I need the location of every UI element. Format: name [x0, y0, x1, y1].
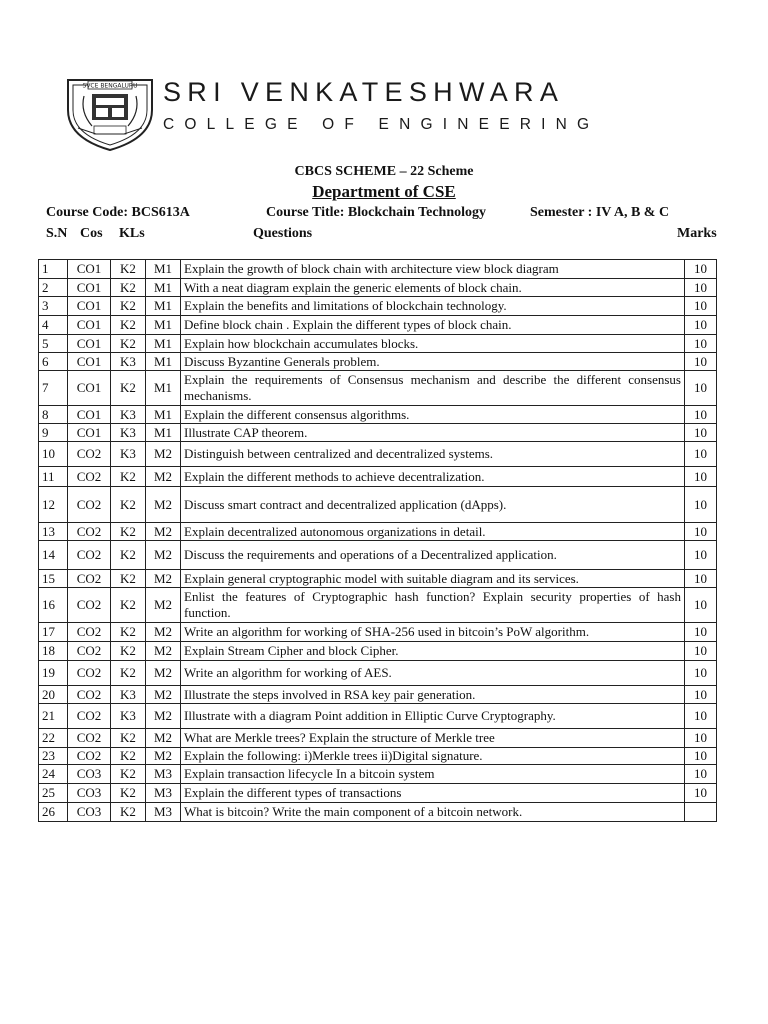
- table-row: [39, 353, 717, 371]
- column-header-questions: Questions: [253, 226, 313, 241]
- row-marks-cell: 10: [685, 570, 717, 588]
- row-sn-cell: 12: [39, 487, 68, 523]
- row-marks-cell: 10: [685, 406, 717, 424]
- row-co-cell: CO2: [68, 588, 111, 623]
- row-sn-cell: 7: [39, 371, 68, 406]
- row-question-cell: Explain the different methods to achieve decentralization.: [181, 467, 685, 487]
- row-question-cell: What is bitcoin? Write the main component of a bitcoin network.: [181, 803, 685, 822]
- row-kl-cell: K2: [111, 784, 146, 803]
- row-marks-cell: 10: [685, 335, 717, 353]
- table-row: [39, 623, 717, 642]
- row-co-cell: CO3: [68, 765, 111, 784]
- row-module-cell: M1: [146, 335, 181, 353]
- row-marks-cell: 10: [685, 260, 717, 279]
- row-marks-cell: 10: [685, 467, 717, 487]
- row-marks-cell: 10: [685, 523, 717, 541]
- questions-table-body: [39, 260, 717, 822]
- row-marks-cell: [685, 803, 717, 822]
- row-sn-cell: 14: [39, 541, 68, 570]
- table-row: [39, 260, 717, 279]
- table-row: [39, 297, 717, 316]
- row-co-cell: CO2: [68, 748, 111, 765]
- row-co-cell: CO2: [68, 523, 111, 541]
- row-kl-cell: K2: [111, 803, 146, 822]
- row-sn-cell: 19: [39, 661, 68, 686]
- row-kl-cell: K2: [111, 765, 146, 784]
- row-co-cell: CO1: [68, 406, 111, 424]
- row-question-cell: Enlist the features of Cryptographic hash function? Explain security properties of hash function.: [181, 588, 685, 623]
- row-marks-cell: 10: [685, 729, 717, 748]
- row-question-cell: Explain the requirements of Consensus mechanism and describe the different consensus mechanisms.: [181, 371, 685, 406]
- row-question-cell: Distinguish between centralized and decentralized systems.: [181, 442, 685, 467]
- row-co-cell: CO2: [68, 642, 111, 661]
- row-sn-cell: 18: [39, 642, 68, 661]
- table-row: [39, 335, 717, 353]
- table-row: [39, 487, 717, 523]
- row-sn-cell: 16: [39, 588, 68, 623]
- row-co-cell: CO2: [68, 686, 111, 704]
- row-sn-cell: 4: [39, 316, 68, 335]
- row-kl-cell: K3: [111, 424, 146, 442]
- row-module-cell: M2: [146, 661, 181, 686]
- table-row: [39, 279, 717, 297]
- row-kl-cell: K2: [111, 623, 146, 642]
- row-kl-cell: K2: [111, 748, 146, 765]
- row-co-cell: CO2: [68, 487, 111, 523]
- row-co-cell: CO2: [68, 704, 111, 729]
- row-sn-cell: 26: [39, 803, 68, 822]
- column-header-sn: S.N: [46, 226, 68, 241]
- scheme-title: CBCS SCHEME – 22 Scheme: [294, 164, 474, 179]
- row-marks-cell: 10: [685, 353, 717, 371]
- table-row: [39, 748, 717, 765]
- row-kl-cell: K3: [111, 686, 146, 704]
- row-co-cell: CO2: [68, 729, 111, 748]
- row-question-cell: Explain transaction lifecycle In a bitcoin system: [181, 765, 685, 784]
- row-module-cell: M2: [146, 623, 181, 642]
- row-sn-cell: 23: [39, 748, 68, 765]
- row-question-cell: Explain the different types of transactions: [181, 784, 685, 803]
- row-module-cell: M1: [146, 297, 181, 316]
- row-sn-cell: 21: [39, 704, 68, 729]
- row-sn-cell: 8: [39, 406, 68, 424]
- row-question-cell: Explain the growth of block chain with architecture view block diagram: [181, 260, 685, 279]
- row-kl-cell: K3: [111, 406, 146, 424]
- row-co-cell: CO1: [68, 316, 111, 335]
- row-question-cell: Define block chain . Explain the different types of block chain.: [181, 316, 685, 335]
- row-question-cell: Explain the benefits and limitations of blockchain technology.: [181, 297, 685, 316]
- row-co-cell: CO1: [68, 424, 111, 442]
- row-sn-cell: 11: [39, 467, 68, 487]
- row-sn-cell: 6: [39, 353, 68, 371]
- row-question-cell: Explain how blockchain accumulates blocks.: [181, 335, 685, 353]
- row-co-cell: CO1: [68, 297, 111, 316]
- row-marks-cell: 10: [685, 316, 717, 335]
- college-name-line2: COLLEGE OF ENGINEERING: [163, 116, 600, 133]
- column-header-cos: Cos: [80, 226, 103, 241]
- svg-text:SVCE BENGALURU: SVCE BENGALURU: [82, 82, 138, 90]
- table-row: [39, 316, 717, 335]
- row-sn-cell: 22: [39, 729, 68, 748]
- row-question-cell: What are Merkle trees? Explain the structure of Merkle tree: [181, 729, 685, 748]
- table-row: [39, 406, 717, 424]
- table-row: [39, 523, 717, 541]
- row-marks-cell: 10: [685, 541, 717, 570]
- row-kl-cell: K3: [111, 704, 146, 729]
- row-marks-cell: 10: [685, 279, 717, 297]
- table-row: [39, 803, 717, 822]
- table-row: [39, 729, 717, 748]
- course-title: Course Title: Blockchain Technology: [266, 205, 487, 220]
- row-marks-cell: 10: [685, 704, 717, 729]
- row-sn-cell: 3: [39, 297, 68, 316]
- table-row: [39, 570, 717, 588]
- row-co-cell: CO1: [68, 353, 111, 371]
- row-module-cell: M3: [146, 765, 181, 784]
- row-module-cell: M2: [146, 442, 181, 467]
- row-kl-cell: K2: [111, 297, 146, 316]
- row-kl-cell: K2: [111, 729, 146, 748]
- row-module-cell: M2: [146, 642, 181, 661]
- row-module-cell: M2: [146, 523, 181, 541]
- row-kl-cell: K2: [111, 487, 146, 523]
- table-row: [39, 642, 717, 661]
- row-kl-cell: K2: [111, 279, 146, 297]
- row-co-cell: CO2: [68, 623, 111, 642]
- row-marks-cell: 10: [685, 297, 717, 316]
- row-marks-cell: 10: [685, 748, 717, 765]
- row-kl-cell: K2: [111, 642, 146, 661]
- row-kl-cell: K2: [111, 523, 146, 541]
- row-module-cell: M2: [146, 487, 181, 523]
- row-module-cell: M1: [146, 424, 181, 442]
- row-sn-cell: 20: [39, 686, 68, 704]
- row-marks-cell: 10: [685, 784, 717, 803]
- table-row: [39, 442, 717, 467]
- row-question-cell: Discuss Byzantine Generals problem.: [181, 353, 685, 371]
- row-kl-cell: K2: [111, 467, 146, 487]
- row-co-cell: CO2: [68, 442, 111, 467]
- row-kl-cell: K2: [111, 570, 146, 588]
- row-kl-cell: K3: [111, 442, 146, 467]
- row-marks-cell: 10: [685, 661, 717, 686]
- row-sn-cell: 24: [39, 765, 68, 784]
- row-sn-cell: 9: [39, 424, 68, 442]
- row-marks-cell: 10: [685, 765, 717, 784]
- row-kl-cell: K2: [111, 316, 146, 335]
- table-row: [39, 704, 717, 729]
- row-marks-cell: 10: [685, 623, 717, 642]
- row-sn-cell: 5: [39, 335, 68, 353]
- row-kl-cell: K2: [111, 335, 146, 353]
- row-kl-cell: K3: [111, 353, 146, 371]
- row-question-cell: Explain Stream Cipher and block Cipher.: [181, 642, 685, 661]
- row-module-cell: M1: [146, 406, 181, 424]
- table-row: [39, 588, 717, 623]
- row-question-cell: Explain the different consensus algorithms.: [181, 406, 685, 424]
- row-question-cell: Explain the following: i)Merkle trees ii)Digital signature.: [181, 748, 685, 765]
- row-module-cell: M2: [146, 570, 181, 588]
- row-module-cell: M2: [146, 729, 181, 748]
- row-sn-cell: 15: [39, 570, 68, 588]
- row-sn-cell: 17: [39, 623, 68, 642]
- row-kl-cell: K2: [111, 541, 146, 570]
- row-marks-cell: 10: [685, 424, 717, 442]
- row-sn-cell: 25: [39, 784, 68, 803]
- row-co-cell: CO2: [68, 570, 111, 588]
- row-marks-cell: 10: [685, 588, 717, 623]
- row-question-cell: Illustrate the steps involved in RSA key pair generation.: [181, 686, 685, 704]
- row-question-cell: Illustrate with a diagram Point addition in Elliptic Curve Cryptography.: [181, 704, 685, 729]
- row-question-cell: Explain decentralized autonomous organizations in detail.: [181, 523, 685, 541]
- department-title: Department of CSE: [312, 182, 456, 201]
- table-row: [39, 686, 717, 704]
- column-header-marks: Marks: [677, 226, 717, 241]
- row-co-cell: CO1: [68, 371, 111, 406]
- row-module-cell: M2: [146, 748, 181, 765]
- row-module-cell: M3: [146, 803, 181, 822]
- row-sn-cell: 1: [39, 260, 68, 279]
- row-question-cell: With a neat diagram explain the generic elements of block chain.: [181, 279, 685, 297]
- semester: Semester : IV A, B & C: [530, 205, 670, 220]
- college-logo: [62, 76, 158, 152]
- row-question-cell: Discuss smart contract and decentralized application (dApps).: [181, 487, 685, 523]
- column-header-kls: KLs: [119, 226, 145, 241]
- table-row: [39, 765, 717, 784]
- row-sn-cell: 10: [39, 442, 68, 467]
- row-module-cell: M2: [146, 541, 181, 570]
- row-sn-cell: 2: [39, 279, 68, 297]
- college-name: [163, 76, 683, 136]
- row-kl-cell: K2: [111, 588, 146, 623]
- row-question-cell: Illustrate CAP theorem.: [181, 424, 685, 442]
- row-module-cell: M1: [146, 371, 181, 406]
- table-row: [39, 784, 717, 803]
- questions-table: [38, 259, 717, 822]
- table-row: [39, 467, 717, 487]
- row-co-cell: CO1: [68, 335, 111, 353]
- row-module-cell: M1: [146, 316, 181, 335]
- row-question-cell: Write an algorithm for working of SHA-256 used in bitcoin’s PoW algorithm.: [181, 623, 685, 642]
- row-kl-cell: K2: [111, 371, 146, 406]
- row-module-cell: M2: [146, 467, 181, 487]
- row-module-cell: M2: [146, 686, 181, 704]
- table-row: [39, 541, 717, 570]
- table-row: [39, 424, 717, 442]
- shield-emblem-icon: [62, 76, 158, 152]
- row-kl-cell: K2: [111, 661, 146, 686]
- row-module-cell: M1: [146, 353, 181, 371]
- row-sn-cell: 13: [39, 523, 68, 541]
- table-row: [39, 371, 717, 406]
- table-row: [39, 661, 717, 686]
- row-marks-cell: 10: [685, 371, 717, 406]
- row-co-cell: CO1: [68, 279, 111, 297]
- row-marks-cell: 10: [685, 642, 717, 661]
- row-module-cell: M3: [146, 784, 181, 803]
- college-name-line1: SRI VENKATESHWARA: [163, 77, 565, 107]
- row-co-cell: CO2: [68, 661, 111, 686]
- course-code: Course Code: BCS613A: [46, 205, 190, 220]
- row-co-cell: CO2: [68, 541, 111, 570]
- row-question-cell: Explain general cryptographic model with suitable diagram and its services.: [181, 570, 685, 588]
- row-question-cell: Write an algorithm for working of AES.: [181, 661, 685, 686]
- row-co-cell: CO3: [68, 803, 111, 822]
- row-kl-cell: K2: [111, 260, 146, 279]
- row-co-cell: CO1: [68, 260, 111, 279]
- row-module-cell: M1: [146, 260, 181, 279]
- row-module-cell: M1: [146, 279, 181, 297]
- row-co-cell: CO3: [68, 784, 111, 803]
- row-module-cell: M2: [146, 704, 181, 729]
- row-marks-cell: 10: [685, 686, 717, 704]
- row-marks-cell: 10: [685, 487, 717, 523]
- row-marks-cell: 10: [685, 442, 717, 467]
- row-co-cell: CO2: [68, 467, 111, 487]
- row-module-cell: M2: [146, 588, 181, 623]
- row-question-cell: Discuss the requirements and operations of a Decentralized application.: [181, 541, 685, 570]
